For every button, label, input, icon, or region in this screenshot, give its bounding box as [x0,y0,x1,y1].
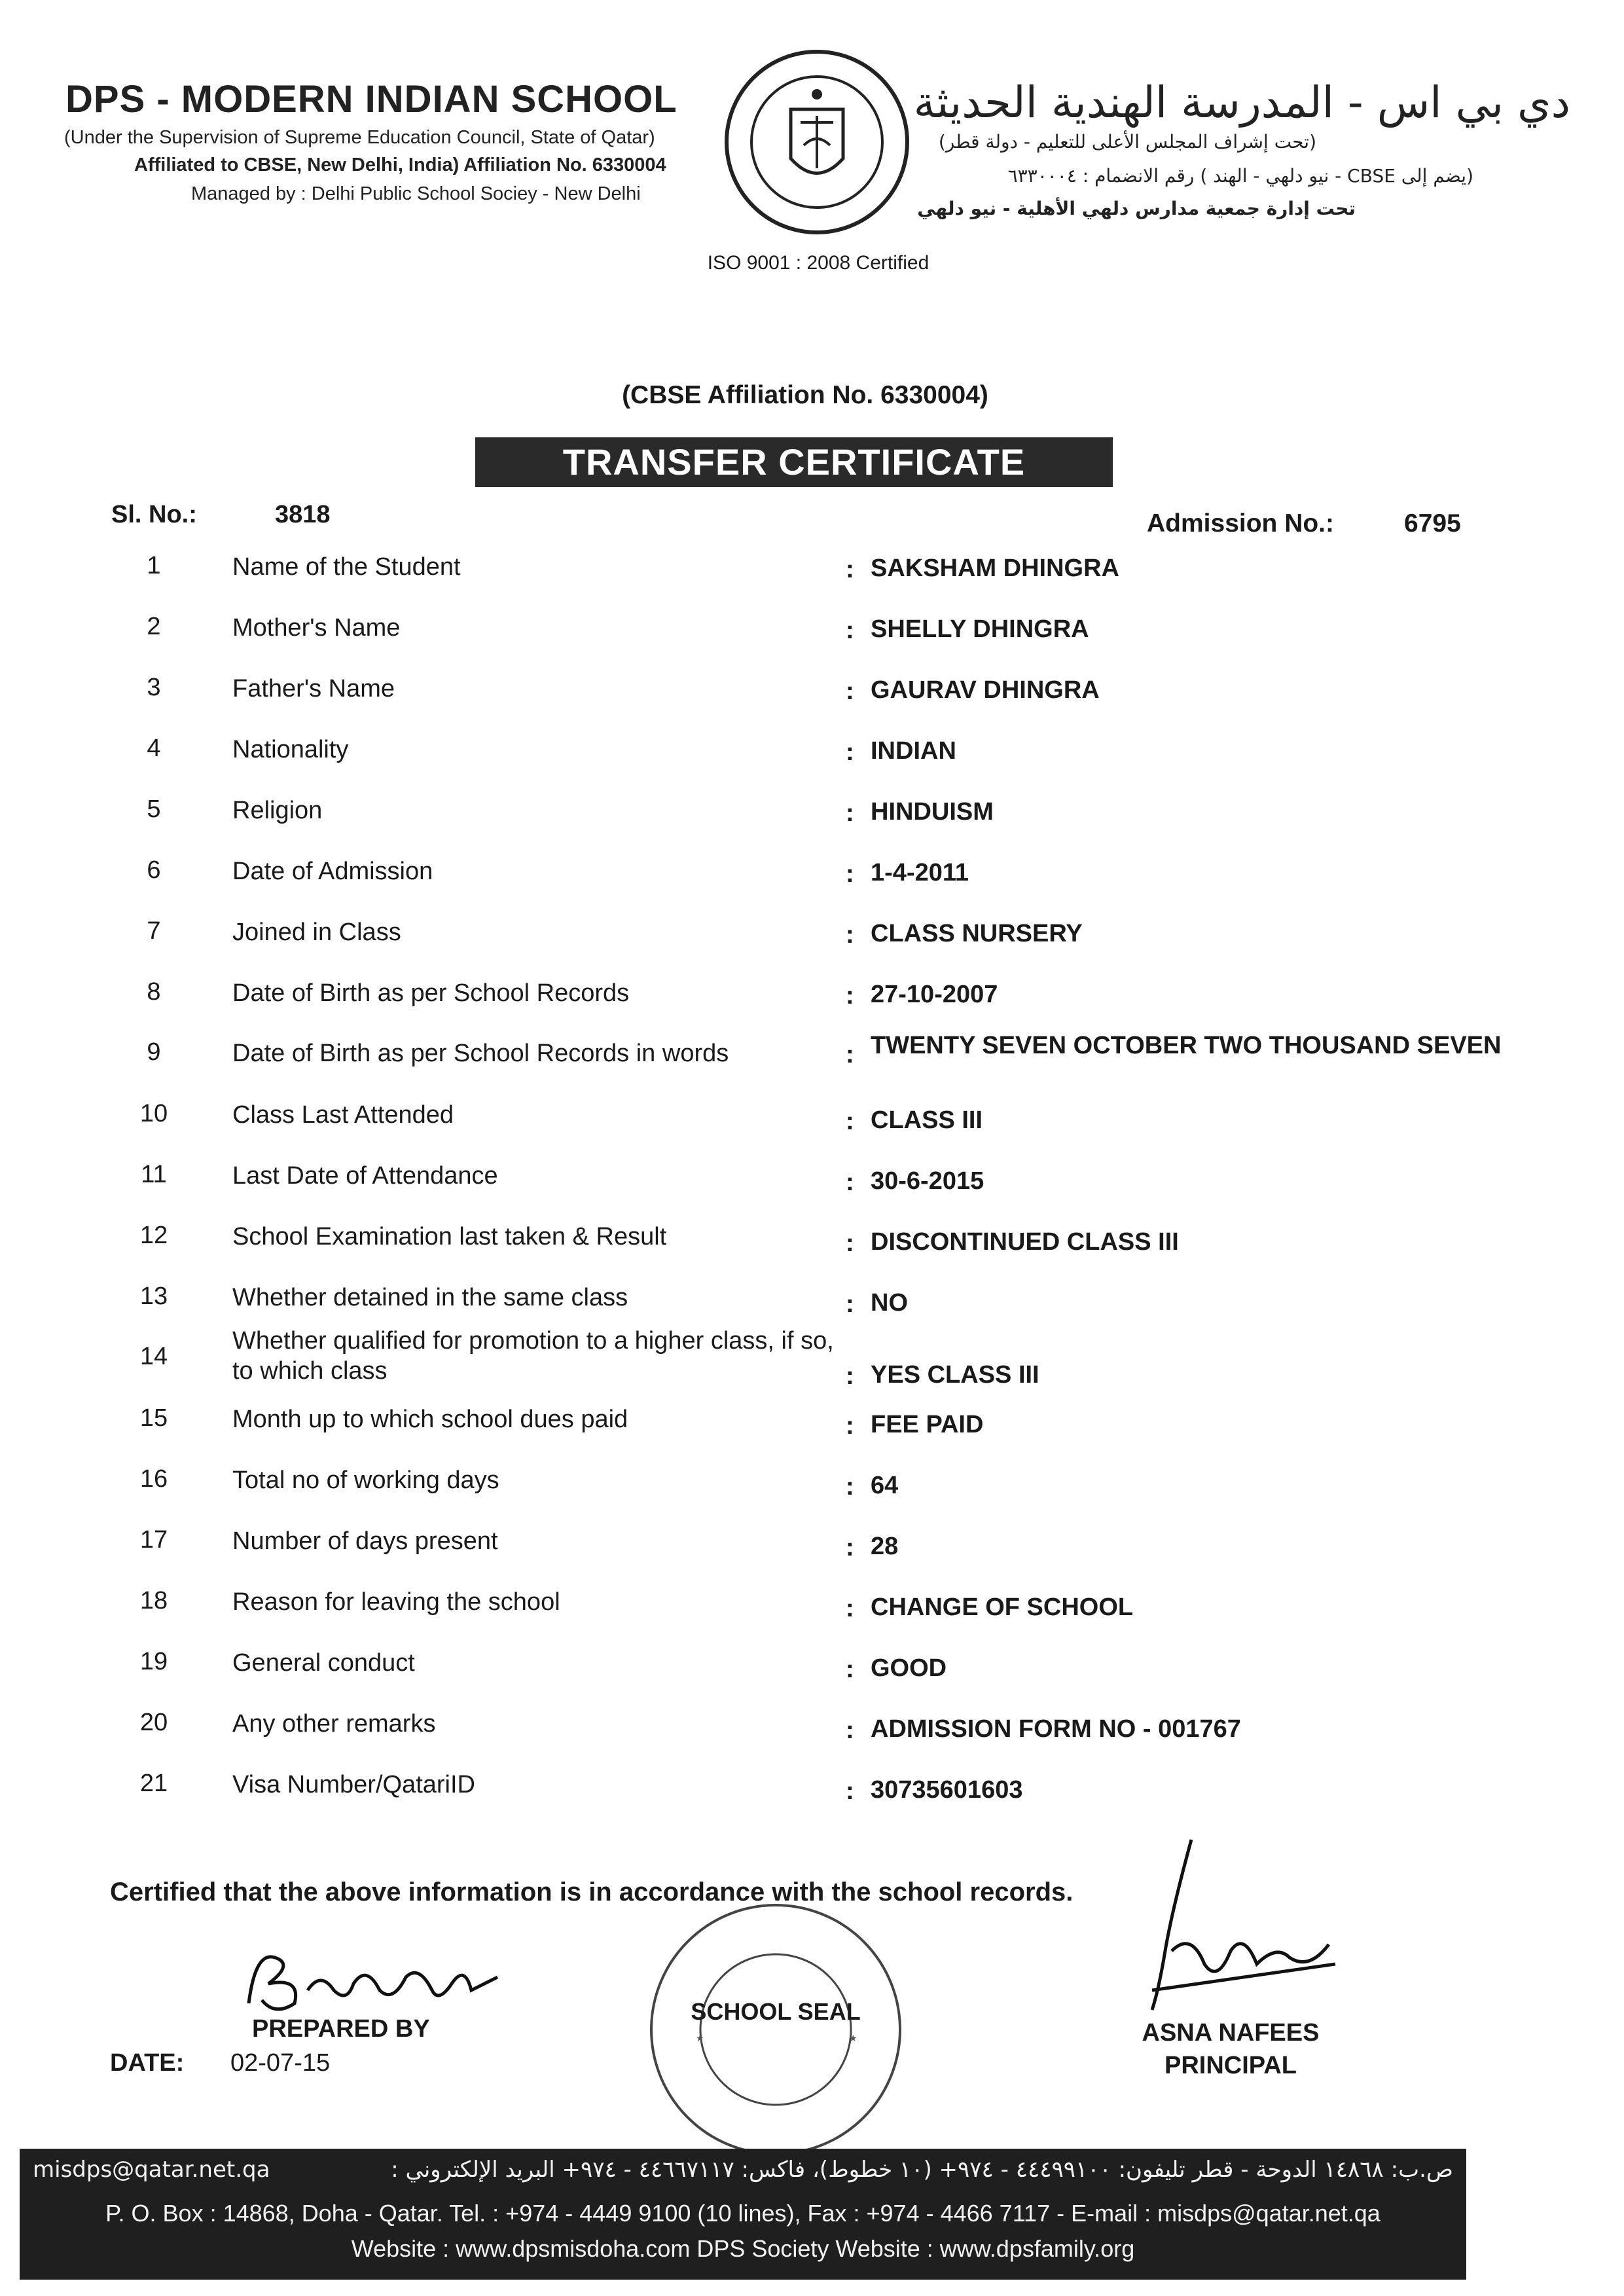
field-number: 1 [147,552,161,579]
field-value: TWENTY SEVEN OCTOBER TWO THOUSAND SEVEN [871,1032,1502,1059]
field-colon: : [846,556,854,583]
principal-signature [1132,1833,1348,2023]
field-row [0,1029,1624,1101]
serial-number-label: Sl. No.: [111,501,197,528]
field-row [0,856,1624,917]
preparer-signature [236,1938,511,2023]
footer-address: P. O. Box : 14868, Doha - Qatar. Tel. : +974 - 4449 9100 (10 lines), Fax : +974 - 4466 7117 - E-mail : misdps@qatar.net.qa [105,2200,1380,2227]
field-row [0,735,1624,795]
field-label: Last Date of Attendance [232,1162,498,1190]
field-row [0,552,1624,612]
svg-text:★: ★ [696,2033,704,2043]
field-number: 9 [147,1038,161,1066]
cbse-affiliation: (CBSE Affiliation No. 6330004) [622,381,988,409]
field-value: NO [871,1289,908,1317]
field-value: SAKSHAM DHINGRA [871,555,1119,582]
field-row [0,917,1624,977]
field-value: ADMISSION FORM NO - 001767 [871,1715,1241,1743]
field-value: 27-10-2007 [871,981,998,1008]
field-colon: : [846,860,854,888]
principal-name: ASNA NAFEES [1142,2019,1320,2047]
field-label: Joined in Class [232,919,401,946]
field-label: Total no of working days [232,1467,499,1494]
field-row [0,1465,1624,1525]
field-number: 18 [139,1587,168,1614]
field-colon: : [846,1595,854,1622]
principal-title: PRINCIPAL [1164,2052,1297,2079]
field-value: YES CLASS III [871,1361,1039,1389]
field-value: 30735601603 [871,1776,1023,1804]
affiliation-en: Affiliated to CBSE, New Delhi, India) Affiliation No. 6330004 [134,155,666,175]
field-number: 16 [139,1465,168,1493]
document-title: TRANSFER CERTIFICATE [475,437,1113,487]
field-label: Date of Birth as per School Records [232,979,630,1007]
field-colon: : [846,799,854,827]
field-colon: : [846,1108,854,1135]
field-row [0,613,1624,673]
field-colon: : [846,1656,854,1683]
field-colon: : [846,1534,854,1561]
seal-label: SCHOOL SEAL [691,1998,861,2025]
admission-number-value: 6795 [1404,509,1461,538]
field-number: 4 [147,735,161,762]
field-label: Any other remarks [232,1710,436,1738]
field-row [0,1770,1624,1830]
field-number: 21 [139,1770,168,1797]
field-label: Religion [232,797,323,824]
field-label: Whether qualified for promotion to a higher class, if so, to which class [232,1327,834,1385]
field-number: 10 [139,1100,168,1127]
field-value: CLASS III [871,1106,983,1134]
field-value: DISCONTINUED CLASS III [871,1228,1179,1256]
field-colon: : [846,617,854,644]
field-number: 20 [139,1709,168,1736]
field-value: INDIAN [871,737,956,765]
managed-by-en: Managed by : Delhi Public School Sociey - New Delhi [191,183,641,204]
field-row [0,1648,1624,1708]
field-label: School Examination last taken & Result [232,1223,667,1250]
field-row [0,1709,1624,1769]
managed-by-ar: تحت إدارة جمعية مدارس دلهي الأهلية - نيو دلهي [917,198,1356,219]
field-label: General conduct [232,1649,415,1677]
field-label: Father's Name [232,675,395,702]
field-colon: : [846,1412,854,1440]
prepared-by-label: PREPARED BY [252,2015,430,2043]
date-value: 02-07-15 [230,2049,331,2077]
field-colon: : [846,1230,854,1257]
field-number: 3 [147,674,161,701]
field-row [0,795,1624,856]
field-value: SHELLY DHINGRA [871,615,1089,643]
school-seal [645,1899,907,2160]
field-colon: : [846,1777,854,1805]
field-colon: : [846,678,854,705]
field-number: 5 [147,795,161,823]
field-number: 8 [147,978,161,1006]
field-colon: : [846,1169,854,1196]
field-number: 13 [139,1283,168,1310]
field-value: 30-6-2015 [871,1167,984,1195]
field-colon: : [846,1290,854,1318]
field-number: 17 [139,1526,168,1554]
field-number: 11 [141,1161,167,1188]
field-row [0,1326,1624,1398]
field-colon: : [846,1362,854,1390]
field-label: Date of Birth as per School Records in words [232,1040,729,1067]
field-number: 19 [139,1648,168,1675]
field-label: Visa Number/QatariID [232,1771,475,1798]
field-label: Class Last Attended [232,1101,454,1129]
field-label: Date of Admission [232,858,433,885]
field-value: GAURAV DHINGRA [871,676,1100,704]
field-number: 7 [147,917,161,945]
field-number: 14 [139,1343,168,1370]
field-row [0,1526,1624,1586]
field-value: 1-4-2011 [871,859,969,886]
footer-bar [20,2149,1466,2280]
field-colon: : [846,738,854,766]
school-logo [722,47,912,237]
field-value: FEE PAID [871,1411,984,1438]
field-label: Month up to which school dues paid [232,1406,628,1433]
field-label: Number of days present [232,1527,498,1555]
field-colon: : [846,1717,854,1744]
field-number: 6 [147,856,161,884]
field-number: 2 [147,613,161,640]
footer-email: misdps@qatar.net.qa [33,2157,270,2183]
field-row [0,674,1624,734]
field-row [0,1100,1624,1160]
footer-contact-ar: ص.ب: ١٤٨٦٨ الدوحة - قطر تليفون: ٤٤٤٩٩١٠٠ - ٩٧٤+ (١٠ خطوط)، فاكس: ٤٤٦٦٧١١٧ - ٩٧٤+ البريد الإلكتروني : [391,2157,1453,2183]
svg-text:★: ★ [849,2033,857,2043]
field-row [0,1404,1624,1465]
field-value: CLASS NURSERY [871,920,1083,947]
field-label: Name of the Student [232,553,461,581]
field-value: 28 [871,1533,899,1560]
date-label: DATE: [110,2049,185,2077]
field-number: 15 [139,1404,168,1432]
field-row [0,1222,1624,1282]
certification-statement: Certified that the above information is in accordance with the school records. [110,1878,1074,1906]
school-name-ar: دي بي اس - المدرسة الهندية الحديثة [913,77,1570,128]
field-row [0,1161,1624,1221]
field-label: Reason for leaving the school [232,1588,560,1616]
serial-number-value: 3818 [275,501,331,528]
field-label: Nationality [232,736,349,763]
field-value: GOOD [871,1654,947,1682]
field-colon: : [846,921,854,949]
supervision-en: (Under the Supervision of Supreme Education Council, State of Qatar) [64,127,655,148]
affiliation-ar: (يضم إلى CBSE - نيو دلهي - الهند ) رقم الانضمام : ٦٣٣٠٠٠٤ [1007,165,1473,187]
school-name-en: DPS - MODERN INDIAN SCHOOL [65,78,677,120]
supervision-ar: (تحت إشراف المجلس الأعلى للتعليم - دولة قطر) [938,131,1316,153]
field-colon: : [846,1473,854,1501]
field-value: CHANGE OF SCHOOL [871,1594,1134,1621]
footer-websites: Website : www.dpsmisdoha.com DPS Society Website : www.dpsfamily.org [351,2235,1135,2262]
field-label: Mother's Name [232,614,401,642]
field-colon: : [846,982,854,1010]
field-row [0,1587,1624,1647]
field-label: Whether detained in the same class [232,1284,628,1311]
field-colon: : [846,1041,854,1068]
field-value: 64 [871,1472,899,1499]
field-value: HINDUISM [871,798,994,826]
field-number: 12 [139,1222,168,1249]
iso-certification: ISO 9001 : 2008 Certified [707,252,929,274]
admission-number-label: Admission No.: [1147,509,1335,538]
